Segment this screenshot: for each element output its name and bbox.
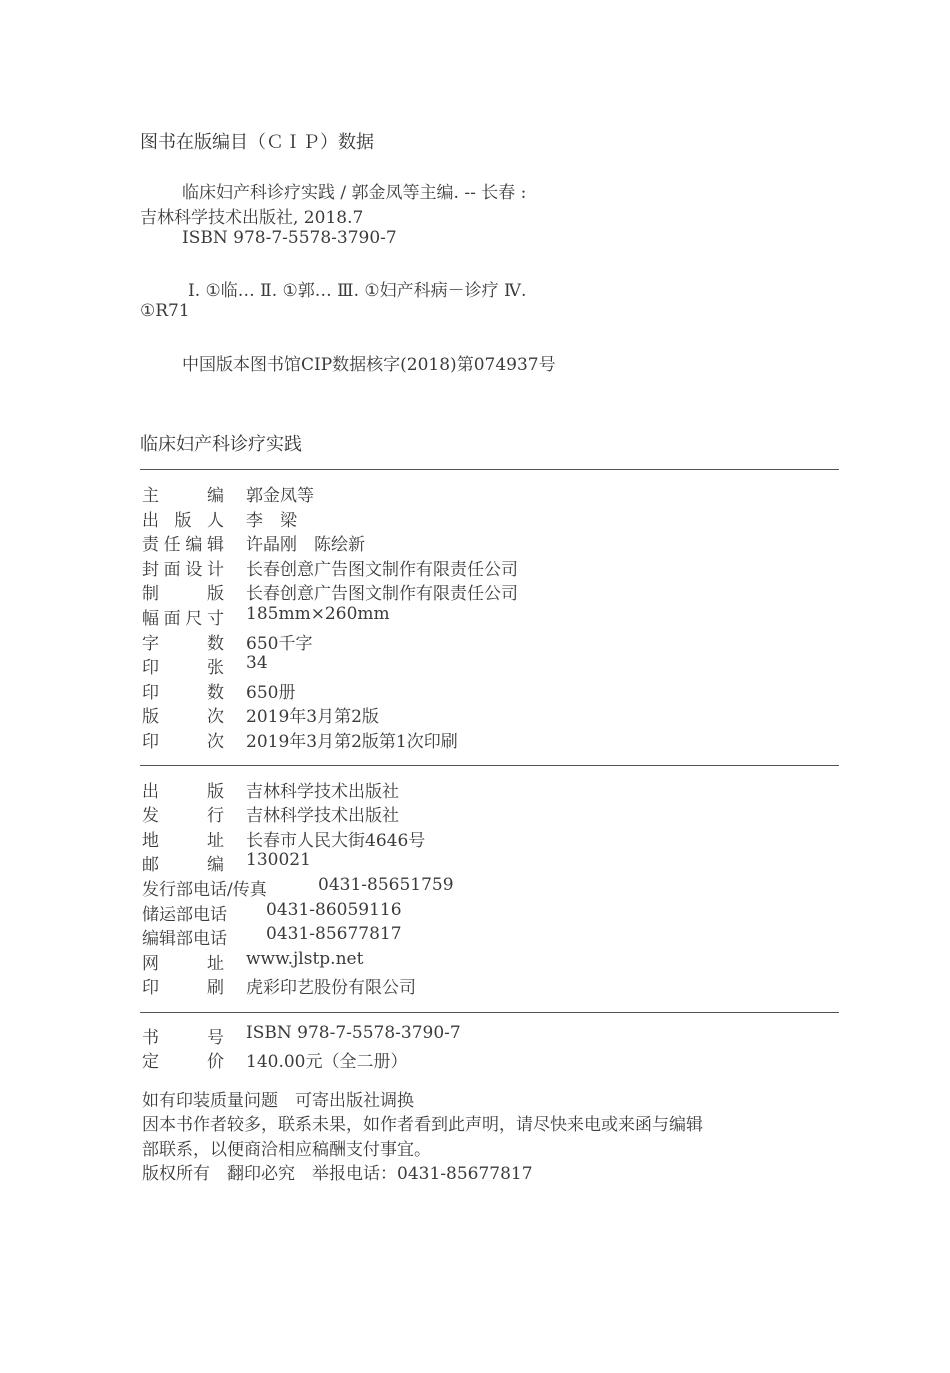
info-key: 网址 [142,954,224,974]
info-key: 编辑部电话 [142,929,227,949]
info-row [142,678,296,703]
cip-line-classification: Ⅰ. ①临… Ⅱ. ①郭… Ⅲ. ①妇产科病－诊疗 Ⅳ. [188,281,527,301]
info-row [142,629,313,654]
website-link: www.jlstp.net [246,949,364,969]
info-value: 0431-85677817 [266,924,402,944]
info-value: 2019年3月第2版 [246,707,379,727]
phone-row [142,924,402,949]
info-row [142,727,458,752]
info-key: 印刷 [142,978,224,998]
info-key: 邮编 [142,855,224,875]
info-key: 印张 [142,658,224,678]
info-row [142,973,416,998]
notice-line: 版权所有 翻印必究 举报电话：0431-85677817 [142,1164,533,1184]
phone-row [142,900,402,925]
info-key: 出版人 [142,511,224,531]
info-value: 长春市人民大街4646号 [246,831,426,851]
info-key: 定价 [142,1052,224,1072]
info-row [142,1023,461,1048]
info-row [142,801,399,826]
phone-row [142,875,454,900]
info-key: 书号 [142,1028,224,1048]
info-value: 650千字 [246,634,313,654]
info-value: 李 梁 [246,511,297,531]
info-key: 储运部电话 [142,905,227,925]
cip-line-isbn: ISBN 978-7-5578-3790-7 [182,228,397,248]
info-row [142,653,268,678]
info-key: 封面设计 [142,560,224,580]
info-key: 发行 [142,806,224,826]
cip-line-class-code: ①R71 [140,301,190,321]
info-value: 650册 [246,683,296,703]
info-row [142,481,314,506]
info-row [142,826,426,851]
info-row [142,506,297,531]
cip-line-publisher: 吉林科学技术出版社, 2018.7 [140,208,364,228]
book-title: 临床妇产科诊疗实践 [140,434,302,455]
info-key: 制版 [142,584,224,604]
cip-line-title: 临床妇产科诊疗实践 / 郭金凤等主编. -- 长春 : [182,183,527,203]
info-value: 长春创意广告图文制作有限责任公司 [246,560,518,580]
notice-line: 部联系，以便商洽相应稿酬支付事宜。 [142,1140,431,1160]
info-value: 虎彩印艺股份有限公司 [246,978,416,998]
info-value: 吉林科学技术出版社 [246,782,399,802]
info-key: 幅面尺寸 [142,609,224,629]
info-key: 印次 [142,732,224,752]
info-value: 0431-86059116 [266,900,402,920]
info-row [142,530,365,555]
info-key: 出版 [142,782,224,802]
info-key: 发行部电话/传真 [142,880,267,900]
cip-heading: 图书在版编目（ＣＩＰ）数据 [140,132,374,153]
notice-line: 因本书作者较多，联系未果，如作者看到此声明，请尽快来电或来函与编辑 [142,1115,703,1135]
info-row [142,1047,408,1072]
info-value: 吉林科学技术出版社 [246,806,399,826]
info-key: 主编 [142,486,224,506]
info-value: 2019年3月第2版第1次印刷 [246,732,458,752]
info-value: 185mm×260mm [246,604,390,624]
info-value: 郭金凤等 [246,486,314,506]
info-value: 34 [246,653,268,673]
info-key: 责任编辑 [142,535,224,555]
info-row [142,702,379,727]
info-key: 版次 [142,707,224,727]
notice-line: 如有印装质量问题 可寄出版社调换 [142,1091,414,1111]
info-row [142,579,518,604]
info-row [142,949,364,974]
divider [140,1012,839,1013]
cip-line-record-number: 中国版本图书馆CIP数据核字(2018)第074937号 [182,355,556,375]
info-value: 长春创意广告图文制作有限责任公司 [246,584,518,604]
info-key: 字数 [142,634,224,654]
info-value: 许晶刚 陈绘新 [246,535,365,555]
info-row [142,555,518,580]
info-value: 130021 [246,850,311,870]
info-row [142,850,311,875]
info-row [142,604,390,629]
divider [140,765,839,766]
info-value: 0431-85651759 [318,875,454,895]
info-value: 140.00元（全二册） [246,1052,408,1072]
info-row [142,777,399,802]
info-value: ISBN 978-7-5578-3790-7 [246,1023,461,1043]
info-key: 地址 [142,831,224,851]
info-key: 印数 [142,683,224,703]
divider [140,469,839,470]
